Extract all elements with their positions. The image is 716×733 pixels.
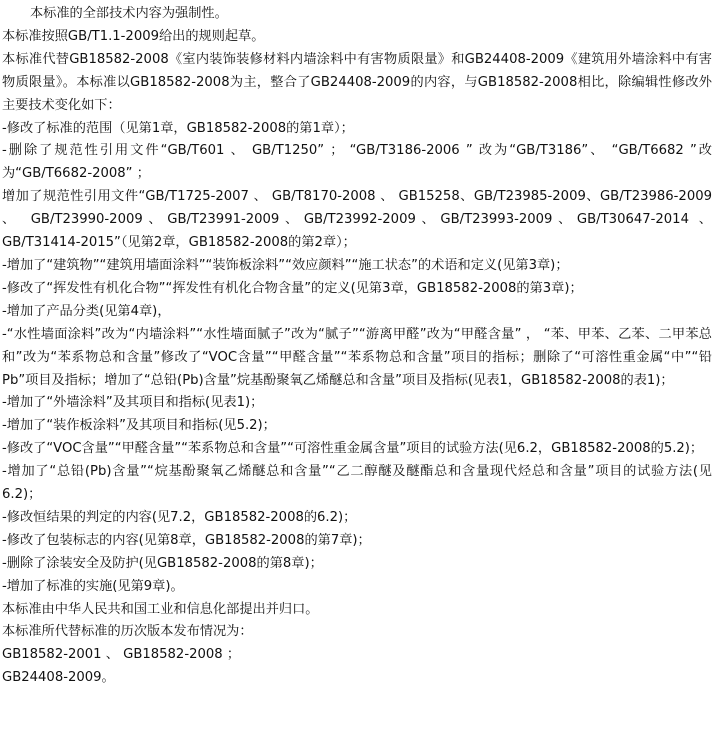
change-item-added-references: 增加了规范性引用文件“GB/T1725-2007 、 GB/T8170-2008 、 GB15258、GB/T23985-2009、GB/T23986-2009 、 GB/T23990-2009、GB/T23991-2009、GB/T23992-2009、GB/T23993-2009、GB/T30647-2014 、GB/T31414-2015”（见第2章，GB18582-2008的第2章）； (2, 189, 712, 251)
change-item-safety-protection: -删除了涂装安全及防护(见GB18582-2008的第8章)； (2, 555, 323, 571)
change-item-implementation: -增加了标准的实施(见第9章)。 (2, 578, 184, 594)
paragraph-version-history-heading: 本标准所代替标准的历次版本发布情况为： (2, 624, 253, 640)
change-item-scope: -修改了标准的范围（见第1章，GB18582-2008的第1章）； (2, 120, 354, 136)
change-item-deleted-references: -删除了规范性引用文件“GB/T601 、 GB/T1250” ； “GB/T3186-2006 ” 改为“GB/T3186”、 “GB/T6682 ”改为“GB/T6682-2008” ； (2, 143, 712, 182)
paragraph-version-history-1: GB18582-2001 、 GB18582-2008 ； (2, 647, 241, 663)
paragraph-mandatory-statement: 本标准的全部技术内容为强制性。 (30, 6, 228, 21)
paragraph-replacement-summary: 本标准代替GB18582-2008《室内装饰装修材料内墙涂料中有害物质限量》和GB24408-2009《建筑用外墙涂料中有害物质限量》。本标准以GB18582-2008为主，整合了GB24408-2009的内容，与GB18582-2008相比，除编辑性修改外主要技术变化如下： (2, 51, 712, 113)
change-item-packaging-marks: -修改了包装标志的内容(见第8章，GB18582-2008的第7章)； (2, 532, 371, 548)
change-item-product-classification: -增加了产品分类(见第4章)， (2, 303, 171, 319)
change-item-result-judgement: -修改恒结果的判定的内容(见7.2，GB18582-2008的6.2)； (2, 509, 357, 525)
paragraph-proposer: 本标准由中华人民共和国工业和信息化部提出并归口。 (2, 601, 319, 617)
paragraph-drafting-rules: 本标准按照GB/T1.1-2009给出的规则起草。 (2, 28, 265, 44)
change-item-board-coatings: -增加了“装作板涂料”及其项目和指标(见5.2)； (2, 418, 276, 434)
change-item-added-test-methods: -增加了“总铅(Pb)含量”“烷基酚聚氧乙烯醚总和含量”“乙二醇醚及醚酯总和含量现代烃总和含量”项目的试验方法(见6.2)； (2, 464, 712, 503)
change-item-renamed-indicators: -“水性墙面涂料”改为“内墙涂料”“水性墙面腻子”改为“腻子”“游离甲醛”改为“甲醛含量” ， “苯、甲苯、乙苯、二甲苯总和”改为“苯系物总和含量”修改了“VOC含量”“甲醛含量”“苯系物总和含量”项目的指标；删除了“可溶性重金属“中”“铅Pb”项目及指标；增加了“总铅(Pb)含量”烷基酚聚氧乙烯醚总和含量”项目及指标(见表1，GB18582-2008的表1)； (2, 326, 712, 388)
change-item-exterior-coatings: -增加了“外墙涂料”及其项目和指标(见表1)； (2, 395, 264, 411)
change-item-test-methods: -修改了“VOC含量”“甲醛含量”“苯系物总和含量”“可溶性重金属含量”项目的试验方法(见6.2，GB18582-2008的5.2)； (2, 441, 704, 457)
change-item-added-terms: -增加了“建筑物”“建筑用墙面涂料”“装饰板涂料”“效应颜料”“施工状态”的术语和定义(见第3章)； (2, 257, 569, 273)
change-item-modified-definitions: -修改了“挥发性有机化合物”“挥发性有机化合物含量”的定义(见第3章，GB18582-2008的第3章)； (2, 280, 583, 296)
paragraph-version-history-2: GB24408-2009。 (2, 670, 115, 686)
